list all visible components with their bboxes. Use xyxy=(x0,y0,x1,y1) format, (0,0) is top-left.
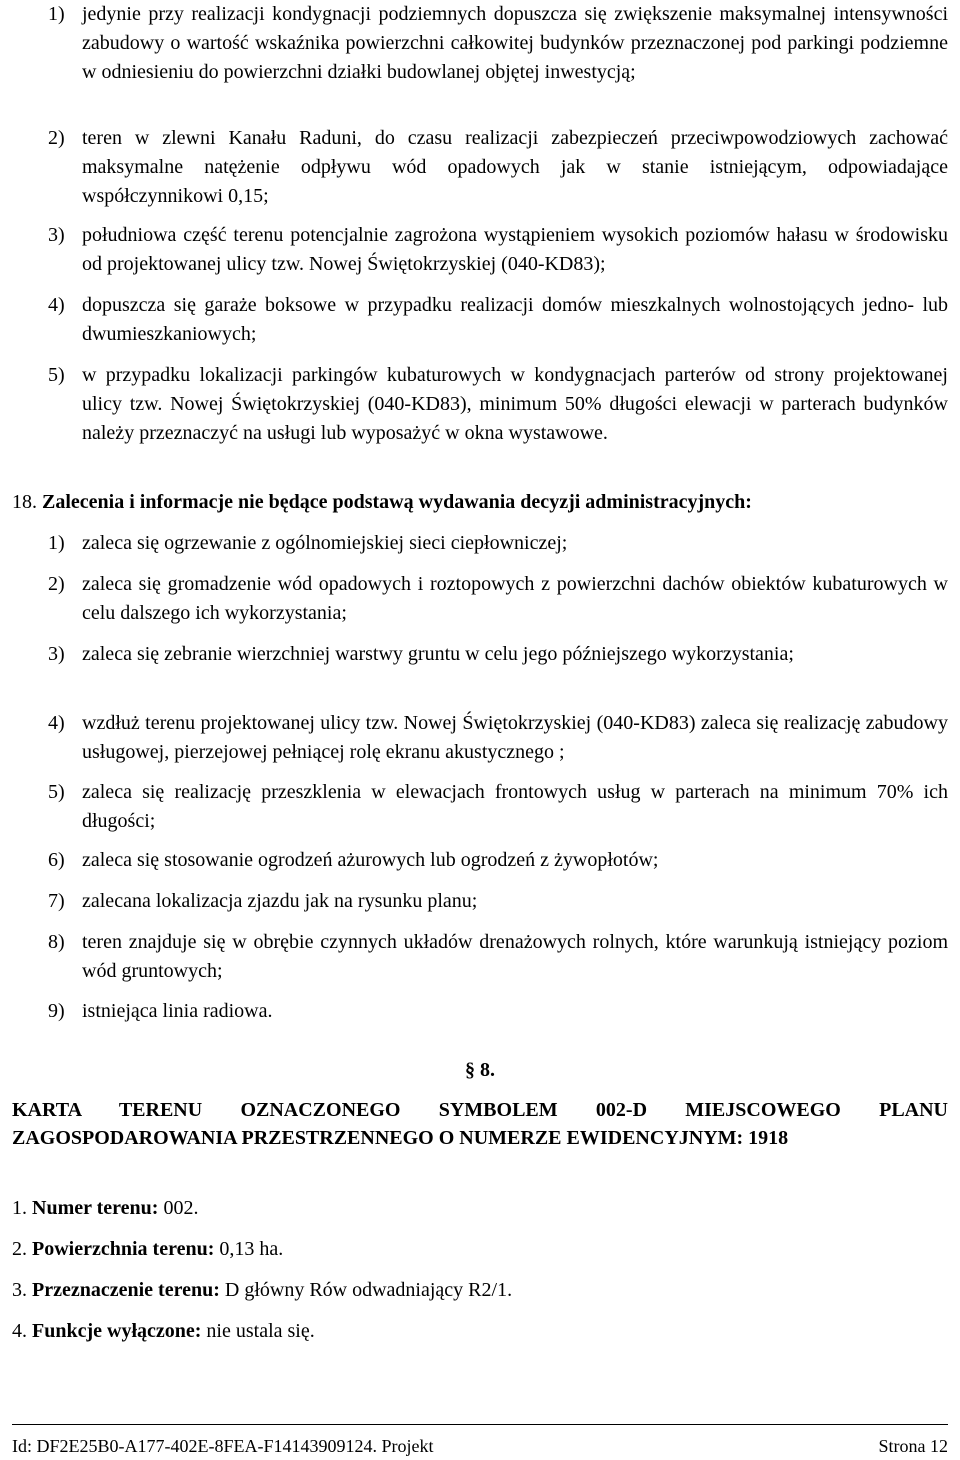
field-index: 4. xyxy=(12,1320,27,1342)
list-item-text: teren znajduje się w obrębie czynnych układów drenażowych rolnych, które warunkują istniejący poziom wód gruntowych; xyxy=(82,931,948,982)
list-item-number: 3) xyxy=(48,224,65,246)
list-item-text: zaleca się stosowanie ogrodzeń ażurowych lub ogrodzeń z żywopłotów; xyxy=(82,849,659,871)
list-item xyxy=(48,124,948,211)
list-item-number: 4) xyxy=(48,294,65,316)
list-item-number: 3) xyxy=(48,643,65,665)
list-item xyxy=(48,928,948,986)
list-item-number: 6) xyxy=(48,849,65,871)
list-item-number: 1) xyxy=(48,532,65,554)
list-item xyxy=(48,570,948,628)
list-item xyxy=(48,221,948,279)
footer-page-number: Strona 12 xyxy=(878,1436,948,1456)
footer-divider xyxy=(12,1424,948,1425)
card-field-excluded xyxy=(12,1317,948,1346)
list-item-text: teren w zlewni Kanału Raduni, do czasu realizacji zabezpieczeń przeciwpowodziowych zachować maksymalne natężenie odpływu wód opadowych jak w stanie istniejącym, odpowiadające współczynnikowi 0,15; xyxy=(82,127,948,207)
section-title: Zalecenia i informacje nie będące podstawą wydawania decyzji administracyjnych: xyxy=(42,491,752,513)
field-index: 3. xyxy=(12,1279,27,1301)
card-field-area xyxy=(12,1235,948,1264)
list-item xyxy=(48,887,948,916)
list-item-text: jedynie przy realizacji kondygnacji podziemnych dopuszcza się zwiększenie maksymalnej intensywności zabudowy o wartość wskaźnika powierzchni całkowitej budynków przeznaczonej pod parkingi podziemne w odniesieniu do powierzchni działki budowlanej objętej inwestycją; xyxy=(82,3,948,83)
list-item-number: 5) xyxy=(48,781,65,803)
card-title: KARTA TERENU OZNACZONEGO SYMBOLEM 002-D MIEJSCOWEGO PLANU ZAGOSPODAROWANIA PRZESTRZENNEGO O NUMERZE EWIDENCYJNYM: 1918 xyxy=(12,1099,948,1149)
field-label: Funkcje wyłączone: xyxy=(32,1320,202,1342)
list-item-text: wzdłuż terenu projektowanej ulicy tzw. Nowej Świętokrzyskiej (040-KD83) zaleca się realizację zabudowy usługowej, pierzejowej pełniącej rolę ekranu akustycznego ; xyxy=(82,712,948,763)
list-item-number: 5) xyxy=(48,364,65,386)
field-index: 2. xyxy=(12,1238,27,1260)
field-value: D główny Rów odwadniający R2/1. xyxy=(224,1279,513,1301)
list-item-text: południowa część terenu potencjalnie zagrożona wystąpieniem wysokich poziomów hałasu w środowisku od projektowanej ulicy tzw. Nowej Świętokrzyskiej (040-KD83); xyxy=(82,224,948,275)
list-item-number: 7) xyxy=(48,890,65,912)
footer-document-id: Id: DF2E25B0-A177-402E-8FEA-F14143909124. Projekt xyxy=(12,1436,434,1456)
list-item-number: 2) xyxy=(48,573,65,595)
list-item xyxy=(48,846,948,875)
section-number: 18. xyxy=(12,491,37,513)
list-item-number: 1) xyxy=(48,3,65,25)
list-item-number: 8) xyxy=(48,931,65,953)
list-item xyxy=(48,997,948,1026)
list-item-text: zaleca się realizację przeszklenia w elewacjach frontowych usług w parterach na minimum 70% ich długości; xyxy=(82,781,948,832)
list-item xyxy=(48,0,948,87)
list-item xyxy=(48,291,948,349)
list-item-text: zalecana lokalizacja zjazdu jak na rysunku planu; xyxy=(82,890,478,912)
list-item-text: zaleca się ogrzewanie z ogólnomiejskiej sieci ciepłowniczej; xyxy=(82,532,568,554)
section-heading xyxy=(12,488,948,517)
list-item-number: 4) xyxy=(48,712,65,734)
field-value: nie ustala się. xyxy=(206,1320,315,1342)
list-item xyxy=(48,640,948,669)
field-index: 1. xyxy=(12,1197,27,1219)
list-item-text: istniejąca linia radiowa. xyxy=(82,1000,273,1022)
list-item xyxy=(48,361,948,448)
list-item-text: dopuszcza się garaże boksowe w przypadku realizacji domów mieszkalnych wolnostojących jedno- lub dwumieszkaniowych; xyxy=(82,294,948,345)
paragraph-mark: § 8. xyxy=(465,1059,495,1081)
list-item-text: zaleca się zebranie wierzchniej warstwy gruntu w celu jego późniejszego wykorzystania; xyxy=(82,643,794,665)
field-label: Powierzchnia terenu: xyxy=(32,1238,215,1260)
list-item-number: 2) xyxy=(48,127,65,149)
list-item-number: 9) xyxy=(48,1000,65,1022)
list-item xyxy=(48,709,948,767)
field-label: Numer terenu: xyxy=(32,1197,159,1219)
card-field-number xyxy=(12,1194,948,1223)
list-item-text: w przypadku lokalizacji parkingów kubaturowych w kondygnacjach parterów od strony projektowanej ulicy tzw. Nowej Świętokrzyskiej (040-KD83), minimum 50% długości elewacji w parterach budynków należy przeznaczyć na usługi lub wyposażyć w okna wystawowe. xyxy=(82,364,948,444)
card-field-purpose xyxy=(12,1276,948,1305)
field-label: Przeznaczenie terenu: xyxy=(32,1279,220,1301)
list-item-text: zaleca się gromadzenie wód opadowych i roztopowych z powierzchni dachów obiektów kubaturowych w celu dalszego ich wykorzystania; xyxy=(82,573,948,624)
list-item xyxy=(48,778,948,836)
field-value: 0,13 ha. xyxy=(219,1238,284,1260)
list-item xyxy=(48,529,948,558)
field-value: 002. xyxy=(163,1197,199,1219)
